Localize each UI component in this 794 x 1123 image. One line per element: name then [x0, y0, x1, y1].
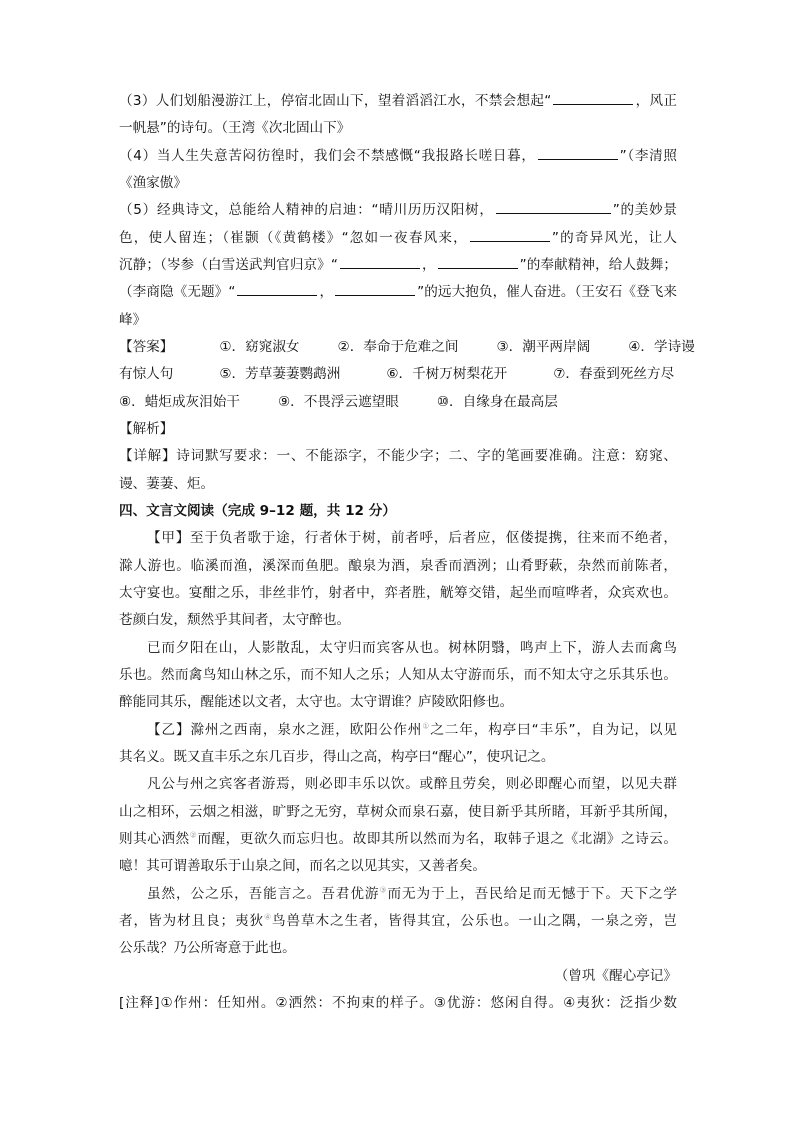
text-line — [119, 252, 677, 279]
text-segment: ⑤．芳草萋萋鹦鹉洲 — [219, 366, 341, 383]
text-segment: 谩、萋萋、炬。 — [119, 475, 215, 492]
text-segment: 凡公与州之宾客者游焉，则必即丰乐以饮。或醉且劳矣，则必即醒心而望，以见夫群 — [147, 776, 677, 793]
footnote-marker: ① — [422, 721, 431, 731]
footnote-marker: ③ — [379, 884, 388, 894]
text-line — [119, 990, 677, 1017]
text-segment: 其名义。既又直丰乐之东几百步，得山之高，构亭曰“醒心”，使巩记之。 — [119, 748, 555, 765]
text-segment: 沉静；（岑参（白雪送武判官归京》“ — [119, 256, 338, 273]
text-line — [119, 197, 677, 224]
text-line — [119, 170, 677, 197]
fill-in-blank — [237, 281, 317, 296]
text-line — [119, 498, 677, 525]
text-segment: ⑥．千树万树梨花开 — [386, 366, 508, 383]
text-segment: ”的远大抱负，催人奋进。（王安石《登飞来 — [417, 284, 678, 301]
text-segment: 【答案】 — [119, 338, 174, 355]
text-segment: 峰》 — [119, 311, 147, 328]
text-line — [119, 361, 677, 388]
text-segment: ， — [421, 256, 436, 273]
text-line — [119, 115, 677, 142]
text-line — [119, 553, 677, 580]
text-line — [119, 853, 677, 880]
text-line — [119, 416, 677, 443]
footnote-marker: ④ — [263, 912, 273, 922]
text-segment: ①．窈窕淑女 — [219, 338, 300, 355]
text-segment: ⑨．不畏浮云遮望眼 — [277, 393, 399, 410]
text-segment: 噫！其可谓善取乐于山泉之间，而名之以见其实，又善者矣。 — [119, 858, 487, 875]
text-line — [119, 525, 677, 552]
text-line — [119, 689, 677, 716]
document-page — [119, 88, 695, 1017]
text-line — [119, 744, 677, 771]
text-segment: ⑩．自缘身在最高层 — [436, 393, 558, 410]
text-segment: 太守宴也。宴酣之乐，非丝非竹，射者中，弈者胜，觥筹交错，起坐而喧哗者，众宾欢也。 — [119, 584, 677, 601]
fill-in-blank — [553, 90, 633, 105]
text-segment: ”的奉献精神，给人鼓舞； — [519, 256, 678, 273]
text-segment: ”的奇异风光，让人 — [551, 229, 677, 246]
text-line — [119, 225, 677, 252]
text-segment: ⑦．春蚕到死丝方尽 — [553, 366, 675, 383]
text-line — [119, 635, 677, 662]
text-line — [119, 443, 677, 470]
text-segment: 者，皆为材且良；夷狄 — [119, 912, 264, 929]
text-line — [119, 881, 677, 908]
text-segment: 之二年，构亭曰“丰乐”，自为记，以见 — [430, 721, 677, 738]
text-segment: ③．潮平两岸阔 — [496, 338, 591, 355]
text-segment: 【乙】滁州之西南，泉水之涯，欧阳公作州 — [147, 721, 423, 738]
text-line — [119, 307, 677, 334]
text-segment: 《渔家傲》 — [119, 174, 187, 191]
text-segment: 【甲】至于负者歌于途，行者休于树，前者呼，后者应，伛偻提携，往来而不绝者， — [147, 530, 677, 547]
text-segment: 滁人游也。临溪而渔，溪深而鱼肥。酿泉为酒，泉香而酒洌；山肴野蔌，杂然而前陈者， — [119, 557, 677, 574]
text-segment: 【详解】诗词默写要求：一、不能添字，不能少字；二、字的笔画要准确。注意：窈窕、 — [119, 448, 677, 465]
text-segment: （4）当人生失意苦闷彷徨时，我们会不禁感慨“我报路长嗟日暮， — [119, 147, 536, 164]
text-segment: ②．奉命于危难之间 — [337, 338, 459, 355]
text-line — [119, 771, 677, 798]
text-line — [119, 143, 677, 170]
text-line — [119, 963, 677, 990]
text-line — [119, 334, 695, 361]
text-segment: 鸟兽草木之生者，皆得其宜，公乐也。一山之隅，一泉之旁，岂 — [272, 912, 678, 929]
text-segment: 一帆悬”的诗句。（王湾《次北固山下》 — [119, 120, 351, 137]
text-segment: 公乐哉？乃公所寄意于此也。 — [119, 940, 296, 957]
text-segment: 山之相环，云烟之相滋，旷野之无穷，草树众而泉石嘉，使目新乎其所睹，耳新乎其所闻， — [119, 803, 677, 820]
fill-in-blank — [470, 227, 550, 242]
text-segment: 虽然，公之乐，吾能言之。吾君优游 — [147, 885, 380, 902]
text-line — [119, 935, 677, 962]
text-segment: 则其心洒然 — [119, 830, 190, 847]
text-segment: （李商隐《无题》“ — [119, 284, 236, 301]
text-segment: [注释]①作州：任知州。②洒然：不拘束的样子。③优游：悠闲自得。④夷狄：泛指少数 — [119, 994, 677, 1011]
text-line — [119, 826, 677, 853]
text-segment: （3）人们划船漫游江上，停宿北固山下，望着滔滔江水，不禁会想起“ — [119, 93, 552, 109]
text-segment: 四、文言文阅读（完成 9–12 题，共 12 分） — [119, 502, 396, 519]
text-segment: 有惊人句 — [119, 366, 174, 383]
text-segment: ⑧．蜡炬成灰泪始干 — [119, 393, 240, 410]
footnote-marker: ② — [189, 830, 198, 840]
text-segment: 乐也。然而禽鸟知山林之乐，而不知人之乐；人知从太守游而乐，而不知太守之乐其乐也。 — [119, 666, 677, 683]
fill-in-blank — [335, 281, 415, 296]
text-line — [119, 279, 677, 306]
fill-in-blank — [438, 254, 518, 269]
text-segment: 苍颜白发，颓然乎其间者，太守醉也。 — [119, 612, 351, 629]
text-segment: 色，使人留连；（崔颢（《黄鹤楼》“忽如一夜春风来， — [119, 229, 468, 246]
text-line — [119, 88, 677, 115]
text-segment: （曾巩《醒心亭记》 — [554, 967, 677, 984]
text-segment: ，风正 — [635, 93, 677, 109]
text-segment: 【解析】 — [119, 420, 174, 437]
fill-in-blank — [538, 145, 618, 160]
text-segment: ， — [319, 284, 334, 301]
text-segment: ”（李清照 — [619, 147, 677, 164]
text-segment: 醉能同其乐，醒能述以文者，太守也。太守谓谁？庐陵欧阳修也。 — [119, 694, 514, 711]
text-line — [119, 662, 677, 689]
text-segment: （5）经典诗文，总能给人精神的启迪：“晴川历历汉阳树， — [119, 202, 494, 219]
fill-in-blank — [340, 254, 420, 269]
text-line — [119, 389, 677, 416]
text-line — [119, 799, 677, 826]
text-segment: ④．学诗谩 — [628, 338, 695, 355]
text-segment: 而醒，更欲久而忘归也。故即其所以然而为名，取韩子退之《北湖》之诗云。 — [197, 830, 678, 847]
text-line — [119, 580, 677, 607]
fill-in-blank — [496, 199, 611, 214]
text-line — [119, 717, 677, 744]
text-segment: ”的美妙景 — [612, 202, 677, 219]
text-segment: 已而夕阳在山，人影散乱，太守归而宾客从也。树林阴翳，鸣声上下，游人去而禽鸟 — [147, 639, 677, 656]
text-line — [119, 908, 677, 935]
text-line — [119, 607, 677, 634]
text-line — [119, 471, 677, 498]
text-segment: 而无为于上，吾民给足而无憾于下。天下之学 — [387, 885, 678, 902]
